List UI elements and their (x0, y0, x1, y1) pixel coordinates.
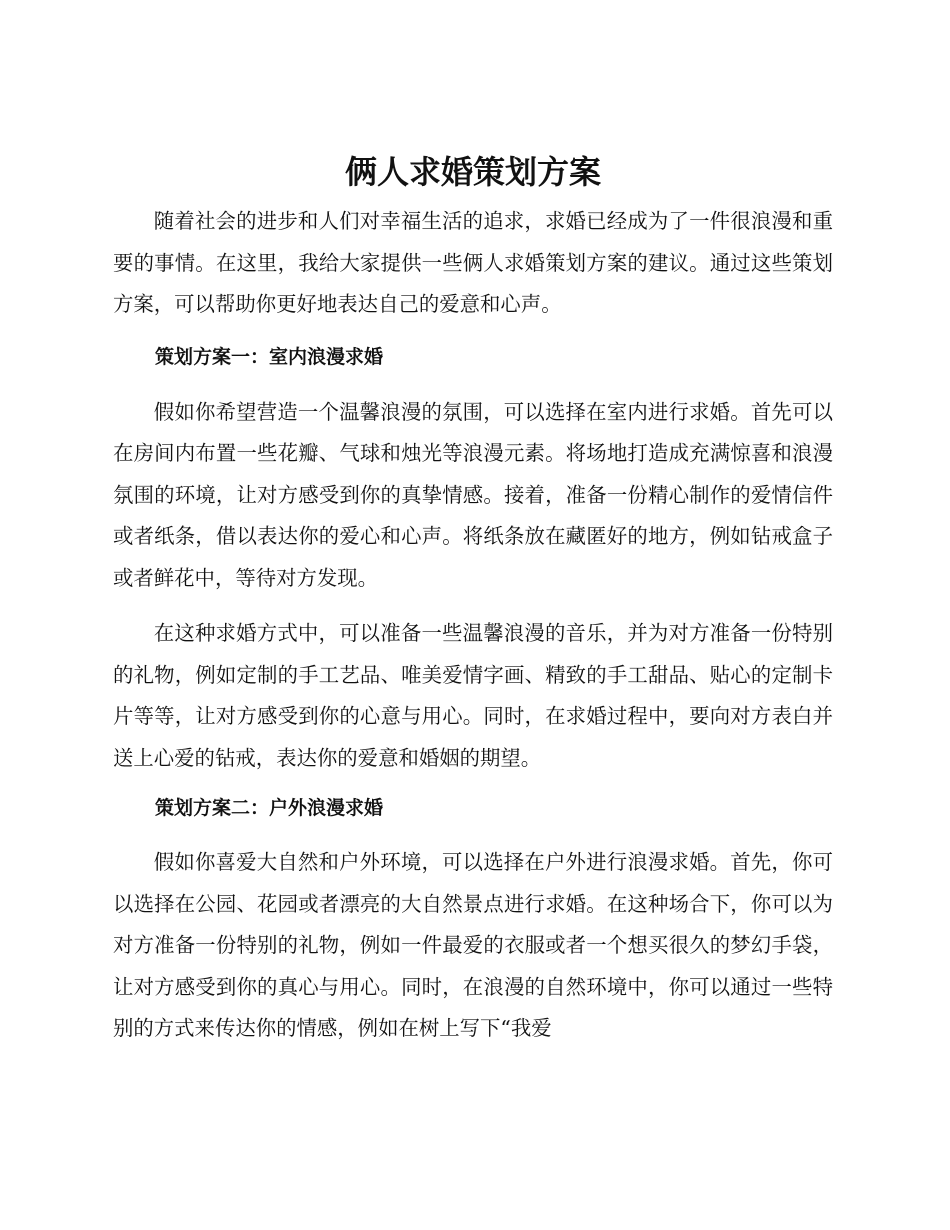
section-heading-indoor: 策划方案一：室内浪漫求婚 (155, 345, 384, 368)
document-title: 俩人求婚策划方案 (344, 153, 601, 191)
intro-paragraph: 随着社会的进步和人们对幸福生活的追求，求婚已经成为了一件很浪漫和重要的事情。在这里，我给大家提供一些俩人求婚策划方案的建议。通过这些策划方案，可以帮助你更好地表达自己的爱意和心声。 (113, 209, 833, 316)
section1-paragraph-2: 在这种求婚方式中，可以准备一些温馨浪漫的音乐，并为对方准备一份特别的礼物，例如定制的手工艺品、唯美爱情字画、精致的手工甜品、贴心的定制卡片等等，让对方感受到你的心意与用心。同时，在求婚过程中，要向对方表白并送上心爱的钻戒，表达你的爱意和婚姻的期望。 (113, 621, 833, 770)
section1-paragraph-1: 假如你希望营造一个温馨浪漫的氛围，可以选择在室内进行求婚。首先可以在房间内布置一些花瓣、气球和烛光等浪漫元素。将场地打造成充满惊喜和浪漫氛围的环境，让对方感受到你的真挚情感。接着，准备一份精心制作的爱情信件或者纸条，借以表达你的爱心和心声。将纸条放在藏匿好的地方，例如钻戒盒子或者鲜花中，等待对方发现。 (113, 399, 833, 590)
document-page (113, 148, 833, 1050)
section-heading-outdoor: 策划方案二：户外浪漫求婚 (155, 797, 384, 819)
section2-paragraph-1: 假如你喜爱大自然和户外环境，可以选择在户外进行浪漫求婚。首先，你可以选择在公园、花园或者漂亮的大自然景点进行求婚。在这种场合下，你可以为对方准备一份特别的礼物，例如一件最爱的衣服或者一个想买很久的梦幻手袋，让对方感受到你的真心与用心。同时，在浪漫的自然环境中，你可以通过一些特别的方式来传达你的情感，例如在树上写下“我爱 (113, 850, 833, 1040)
